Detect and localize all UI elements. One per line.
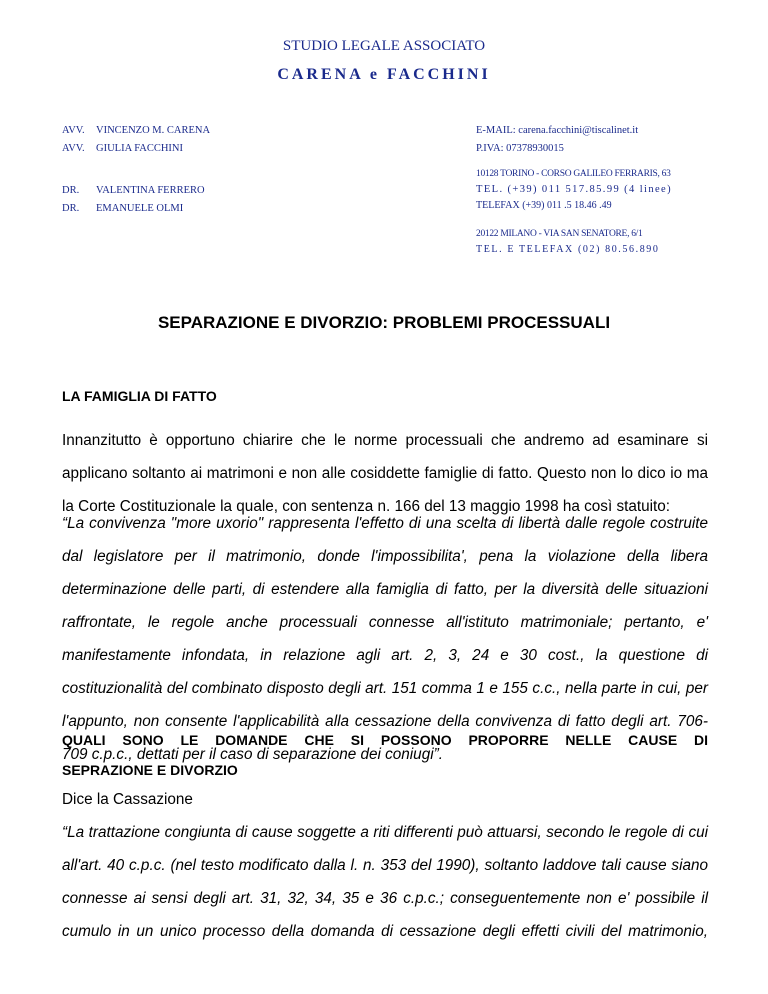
section-heading-family: LA FAMIGLIA DI FATTO [62,388,217,404]
torino-phone: TEL. (+39) 011 517.85.99 (4 linee) [476,184,673,195]
milano-address: 20122 MILANO - VIA SAN SENATORE, 6/1 [476,229,643,239]
quote-line: costituzionalità del combinato disposto degli art. 151 comma 1 e 155 c.c., nella parte in cui, per [62,680,708,697]
milano-phone-fax: TEL. E TELEFAX (02) 80.56.890 [476,244,660,255]
quote-line: cumulo in un unico processo della domanda di cessazione degli effetti civili del matrimonio, [62,923,708,940]
quote-line: all'art. 40 c.p.c. (nel testo modificato dalla l. n. 353 del 1990), soltanto laddove tali cause siano [62,857,708,874]
staff-title-4: DR. [62,203,80,214]
quote-line: “La trattazione congiunta di cause soggette a riti differenti può attuarsi, secondo le regole di cui [62,824,708,841]
email-line: E-MAIL: carena.facchini@tiscalinet.it [476,125,639,136]
torino-fax: TELEFAX (+39) 011 .5 18.46 .49 [476,200,612,211]
heading-line: QUALI SONO LE DOMANDE CHE SI POSSONO PROPORRE NELLE CAUSE DI [62,732,708,748]
quote-line: 709 c.p.c., dettati per il caso di separazione dei coniugi”. [62,746,443,763]
quote-line: manifestamente infondata, in relazione agli art. 2, 3, 24 e 30 cost., la questione di [62,647,708,664]
staff-name-2: GIULIA FACCHINI [96,143,184,154]
paragraph-line: Innanzitutto è opportuno chiarire che le norme processuali che andremo ad esaminare si [62,432,708,449]
paragraph-line: la Corte Costituzionale la quale, con sentenza n. 166 del 13 maggio 1998 ha così statuito: [62,498,671,515]
piva-line: P.IVA: 07378930015 [476,143,564,154]
heading-line: SEPRAZIONE E DIVORZIO [62,762,238,778]
staff-name-1: VINCENZO M. CARENA [96,125,211,136]
lead-text: Dice la Cassazione [62,791,193,808]
staff-name-4: EMANUELE OLMI [96,203,184,214]
paragraph-line: applicano soltanto ai matrimoni e non alle cosiddette famiglie di fatto. Questo non lo dico io ma [62,465,708,482]
court-quote-2 [62,816,708,948]
firm-name: CARENA e FACCHINI [277,66,491,83]
quote-line: dal legislatore per il matrimonio, donde l'impossibilita', pena la violazione della libera [62,548,708,565]
quote-line: l'appunto, non consente l'applicabilità alla cessazione della convivenza di fatto degli art. 706- [62,713,708,730]
quote-line: raffrontate, le regole anche processuali connesse all'istituto matrimoniale; pertanto, e' [62,614,708,631]
quote-line: connesse ai sensi degli art. 31, 32, 34, 35 e 36 c.p.c.; conseguentemente non e' possibile il [62,890,708,907]
staff-title-2: AVV. [62,143,85,154]
staff-title-3: DR. [62,185,80,196]
staff-name-3: VALENTINA FERRERO [96,185,205,196]
quote-line: “La convivenza "more uxorio" rappresenta l'effetto di una scelta di libertà dalle regole costruite [62,515,708,532]
staff-title-1: AVV. [62,125,85,136]
section-heading-claims [62,725,708,785]
document-title: SEPARAZIONE E DIVORZIO: PROBLEMI PROCESSUALI [157,313,611,332]
firm-type: STUDIO LEGALE ASSOCIATO [282,38,486,54]
quote-line: determinazione delle parti, di estendere alla famiglia di fatto, per la diversità delle situazioni [62,581,708,598]
torino-address: 10128 TORINO - CORSO GALILEO FERRARIS, 63 [476,169,671,179]
